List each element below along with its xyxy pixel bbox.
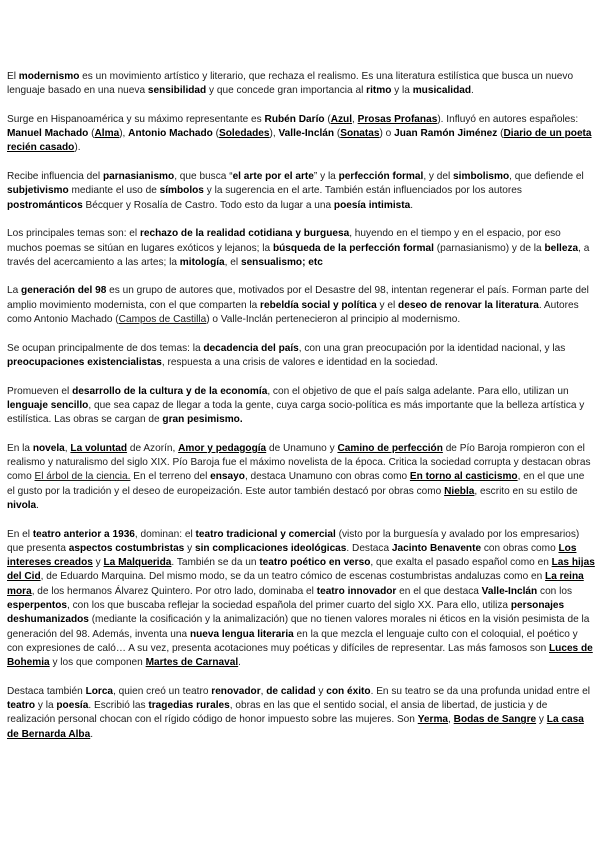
text-run: con los <box>537 585 573 597</box>
underlined-title: Los intereses creados <box>7 542 577 569</box>
text-run: y la sugerencia en el arte. También están influenciados por los autores <box>203 185 522 197</box>
key-term: perfección formal <box>338 171 424 183</box>
paragraph-generacion-98 <box>7 284 595 327</box>
text-run: . <box>90 728 94 740</box>
text-run: Se ocupan principalmente de dos temas: la <box>7 342 204 354</box>
underlined-title: Martes de Carnaval <box>145 657 239 669</box>
paragraph-desarrollo <box>7 385 595 428</box>
key-term: personajes deshumanizados <box>7 599 565 626</box>
paragraph-novela <box>7 442 595 513</box>
work-title <box>454 714 536 725</box>
key-term: Juan Ramón Jiménez <box>394 128 498 140</box>
underlined-title: Amor y pedagogía <box>178 442 267 454</box>
text-run: . Autores como Antonio Machado ( <box>7 299 579 326</box>
key-term: ritmo <box>366 85 392 97</box>
key-term: con éxito <box>326 685 371 697</box>
text-run: , <box>352 113 358 125</box>
text-run: mediante el uso de <box>68 185 160 197</box>
key-term: sin complicaciones ideológicas <box>194 542 347 554</box>
key-term: desarrollo de la cultura y de la economía <box>72 385 268 397</box>
text-run: , con una gran preocupación por la identidad nacional, y las <box>298 342 566 354</box>
paragraph-temas-98 <box>7 342 595 371</box>
text-run: , que defiende el <box>509 171 584 183</box>
text-run: , que busca “ <box>174 171 233 183</box>
key-term: simbolismo <box>453 171 510 183</box>
key-term: sensibilidad <box>147 85 207 97</box>
text-run: de Pío Baroja rompieron con el realismo y naturalismo del siglo XIX. Pío Baroja fue el máximo novelista de la época. Critica la sociedad corrupta y destacan obras como <box>7 442 591 483</box>
key-term: teatro innovador <box>316 585 397 597</box>
key-term: símbolos <box>159 185 204 197</box>
text-run: y los que componen <box>49 657 146 669</box>
text-run: y <box>536 714 547 726</box>
text-run: ), <box>269 128 279 140</box>
key-term: tragedias rurales <box>148 700 230 712</box>
text-run: , de Eduardo Marquina. Del mismo modo, se da un teatro cómico de escenas costumbristas andaluzas como en <box>40 571 546 583</box>
work-title <box>104 557 172 568</box>
underlined-title: Sonatas <box>340 128 380 140</box>
text-run: (visto por la burguesía y avalado por los empresarios) que presenta <box>7 528 580 554</box>
text-run: y el <box>376 299 399 311</box>
document-page <box>7 70 595 756</box>
text-run: , y del <box>423 171 454 183</box>
text-run: , en el que une el gusto por la tradición y el deseo de europeización. Este autor también destacó por obras como <box>7 471 585 497</box>
text-run: . También se da un <box>171 557 260 569</box>
key-term: poesía intimista <box>333 199 411 211</box>
text-run: , <box>64 442 71 454</box>
key-term: nivola <box>7 499 37 511</box>
text-run: Surge en Hispanoamérica y su máximo representante es <box>7 113 265 125</box>
text-run: y la <box>35 700 57 712</box>
key-term: gran pesimismo. <box>162 414 243 426</box>
text-run: ). Influyó en autores españoles: <box>437 113 579 125</box>
key-term: sensualismo; etc <box>240 256 323 268</box>
key-term: búsqueda de la perfección formal <box>272 242 434 254</box>
paragraph-influencias <box>7 170 595 213</box>
text-run: ( <box>212 128 220 140</box>
text-run: , con el objetivo de que el país salga adelante. Para ello, utilizan un <box>267 385 569 397</box>
key-term: esperpentos <box>7 599 68 611</box>
text-run: . En su teatro se da una profunda unidad entre el <box>370 685 591 697</box>
work-title <box>70 443 127 454</box>
text-run: , que exalta el pasado español como en <box>370 557 552 569</box>
key-term: rebeldía social y política <box>260 299 377 311</box>
paragraph-teatro-1936 <box>7 528 595 671</box>
paragraph-ruben-dario <box>7 113 595 156</box>
work-title <box>444 486 474 497</box>
text-run: ) o <box>379 128 395 140</box>
work-title <box>418 714 448 725</box>
text-run: ). <box>74 142 81 154</box>
underlined-title: La casa de Bernarda Alba <box>7 714 584 740</box>
text-run: En la <box>7 442 33 454</box>
text-run: Bécquer y Rosalía de Castro. Todo esto da lugar a una <box>82 199 334 211</box>
key-term: teatro <box>7 700 36 712</box>
key-term: nueva lengua literaria <box>189 628 294 640</box>
text-run: , con los que buscaba reflejar la sociedad española del primer cuarto del siglo XX. Para ello, utiliza <box>67 599 511 611</box>
text-run: , que sea capaz de llegar a toda la gente, cuya carga socio-política es más importante que la belleza artística y estilística. Las obras se cargan de <box>7 399 585 426</box>
key-term: Manuel Machado <box>7 128 89 140</box>
underlined-title: En torno al casticismo <box>409 471 518 483</box>
underlined-title: Soledades <box>219 128 270 140</box>
key-term: modernismo <box>18 71 80 82</box>
text-run: . <box>471 85 474 97</box>
text-run: , de los hermanos Álvarez Quintero. Por otro lado, dominaba el <box>31 585 317 597</box>
text-run: ( <box>88 128 95 140</box>
text-run: y <box>92 557 104 569</box>
work-title <box>410 471 518 482</box>
key-term: parnasianismo <box>102 171 175 183</box>
text-run: , escrito en su estilo de <box>474 485 578 497</box>
text-run: y la <box>391 85 413 97</box>
key-term: postrománticos <box>7 199 83 211</box>
text-run: (mediante la cosificación y la animalización) que no tienen valores morales ni éticos en la visión pesimista de la generación del 98. Además, inventa una <box>7 614 590 640</box>
key-term: teatro tradicional y comercial <box>195 528 336 540</box>
key-term: Valle-Inclán <box>278 128 335 140</box>
text-run: ) o Valle-Inclán pertenecieron al principio al modernismo. <box>206 314 461 326</box>
text-run: , quien creó un teatro <box>113 685 212 697</box>
underlined-title: La voluntad <box>70 442 128 454</box>
key-term: aspectos costumbristas <box>68 542 185 554</box>
text-run: . Escribió las <box>88 700 149 712</box>
underlined-title: Niebla <box>444 485 475 497</box>
underlined-title: Campos de Castilla <box>118 314 207 326</box>
key-term: teatro anterior a 1936 <box>32 528 135 540</box>
paragraph-modernismo <box>7 70 595 99</box>
underlined-title: La reina mora <box>7 571 584 597</box>
text-run: . <box>410 199 414 211</box>
underlined-title: Prosas Profanas <box>357 113 438 125</box>
key-term: decadencia del país <box>203 342 299 354</box>
underlined-title: Azul <box>330 113 353 125</box>
key-term: teatro poético en verso <box>259 557 371 569</box>
work-title <box>146 657 239 668</box>
text-run: es un grupo de autores que, motivados por el Desastre del 98, intentan regenerar el país. Forman parte del amplio movimiento modernista, con el que comparten la <box>7 285 589 311</box>
text-run: , respuesta a una crisis de valores e identidad en la sociedad. <box>161 356 438 368</box>
text-run: . Destaca <box>346 542 392 554</box>
text-run: , huyendo en el tiempo y en el espacio, por eso muchos poemas se sitúan en lugares exóticos y lejanos; la <box>7 228 561 254</box>
key-term: de calidad <box>266 685 316 697</box>
text-run: y que concede gran importancia al <box>206 85 367 97</box>
text-run: en la que mezcla el lenguaje culto con el coloquial, el poético y con expresiones de caló… A su vez, presenta acotaciones muy poéticas y difíciles de representar. Las más famosos son <box>7 628 578 654</box>
text-run: de Unamuno y <box>266 442 338 454</box>
text-run: y <box>184 542 195 554</box>
text-run: ( <box>324 113 331 125</box>
text-run: y <box>315 685 327 697</box>
work-title <box>340 128 379 139</box>
text-run: , a través del acercamiento a las artes; la <box>7 242 590 268</box>
key-term: lenguaje sencillo <box>7 399 89 411</box>
text-run: (parnasianismo) y de la <box>433 242 545 254</box>
text-run: ( <box>334 128 341 140</box>
work-title <box>358 114 438 125</box>
underlined-title: Bodas de Sangre <box>453 714 537 726</box>
work-title <box>178 443 266 454</box>
key-term: renovador <box>211 685 261 697</box>
key-term: Rubén Darío <box>264 113 325 125</box>
key-term: deseo de renovar la literatura <box>398 299 539 311</box>
key-term: rechazo de la realidad cotidiana y burguesa <box>139 228 350 240</box>
text-run: En el terreno del <box>130 471 211 483</box>
key-term: novela <box>32 442 65 454</box>
key-term: el arte por el arte <box>232 171 314 183</box>
underlined-title: Alma <box>94 128 120 140</box>
underlined-title: Yerma <box>417 714 449 726</box>
key-term: musicalidad <box>412 85 472 97</box>
text-run: Destaca también <box>7 685 86 697</box>
paragraph-temas-modernismo <box>7 227 595 270</box>
text-run: en el que destaca <box>396 585 482 597</box>
underlined-title: Las hijas del Cid <box>7 557 595 583</box>
work-title <box>337 443 442 454</box>
text-run: , el <box>224 256 241 268</box>
key-term: Jacinto Benavente <box>391 542 482 554</box>
key-term: poesía <box>56 700 89 712</box>
key-term: ensayo <box>210 471 245 483</box>
text-run: La <box>7 285 22 297</box>
text-run: Recibe influencia del <box>7 171 103 183</box>
text-run: En el <box>7 528 33 540</box>
underlined-title: Camino de perfección <box>337 442 443 454</box>
text-run: de Azorín, <box>127 442 179 454</box>
key-term: Antonio Machado <box>128 128 213 140</box>
text-run: Los principales temas son: el <box>7 228 140 240</box>
text-run: . <box>36 499 39 511</box>
text-run: , <box>448 714 454 726</box>
text-run: , obras en las que el sentido social, el ansia de libertad, de justicia y de realización personal chocan con el rígido código de honor impuesto sobre las mujeres. Son <box>7 700 548 726</box>
text-run: El <box>7 71 19 82</box>
text-run: ” y la <box>313 171 339 183</box>
paragraph-lorca <box>7 685 595 742</box>
text-run: . <box>238 657 241 669</box>
work-title <box>95 128 120 139</box>
underlined-title: Diario de un poeta recién casado <box>7 128 592 154</box>
work-title <box>219 128 270 139</box>
key-term: belleza <box>544 242 579 254</box>
key-term: generación del 98 <box>21 285 107 297</box>
text-run: es un movimiento artístico y literario, que rechaza el realismo. Es una literatura estilística que busca un nuevo lenguaje basado en una nueva <box>7 71 574 97</box>
text-run: , dominan: el <box>134 528 196 540</box>
text-run: ( <box>497 128 504 140</box>
underlined-title: La Malquerida <box>103 557 172 569</box>
underlined-title: Luces de Bohemia <box>7 642 593 669</box>
key-term: subjetivismo <box>7 185 69 197</box>
key-term: preocupaciones existencialistas <box>7 356 162 368</box>
text-run: , <box>260 685 267 697</box>
text-run: , destaca Unamuno con obras como <box>244 471 410 483</box>
key-term: mitología <box>179 256 225 268</box>
underlined-title: El árbol de la ciencia. <box>34 471 131 483</box>
text-run: Promueven el <box>7 385 73 397</box>
text-run: con obras como <box>481 542 559 554</box>
key-term: Valle-Inclán <box>481 585 538 597</box>
work-title <box>331 114 352 125</box>
key-term: Lorca <box>85 685 114 697</box>
text-run: ), <box>119 128 129 140</box>
